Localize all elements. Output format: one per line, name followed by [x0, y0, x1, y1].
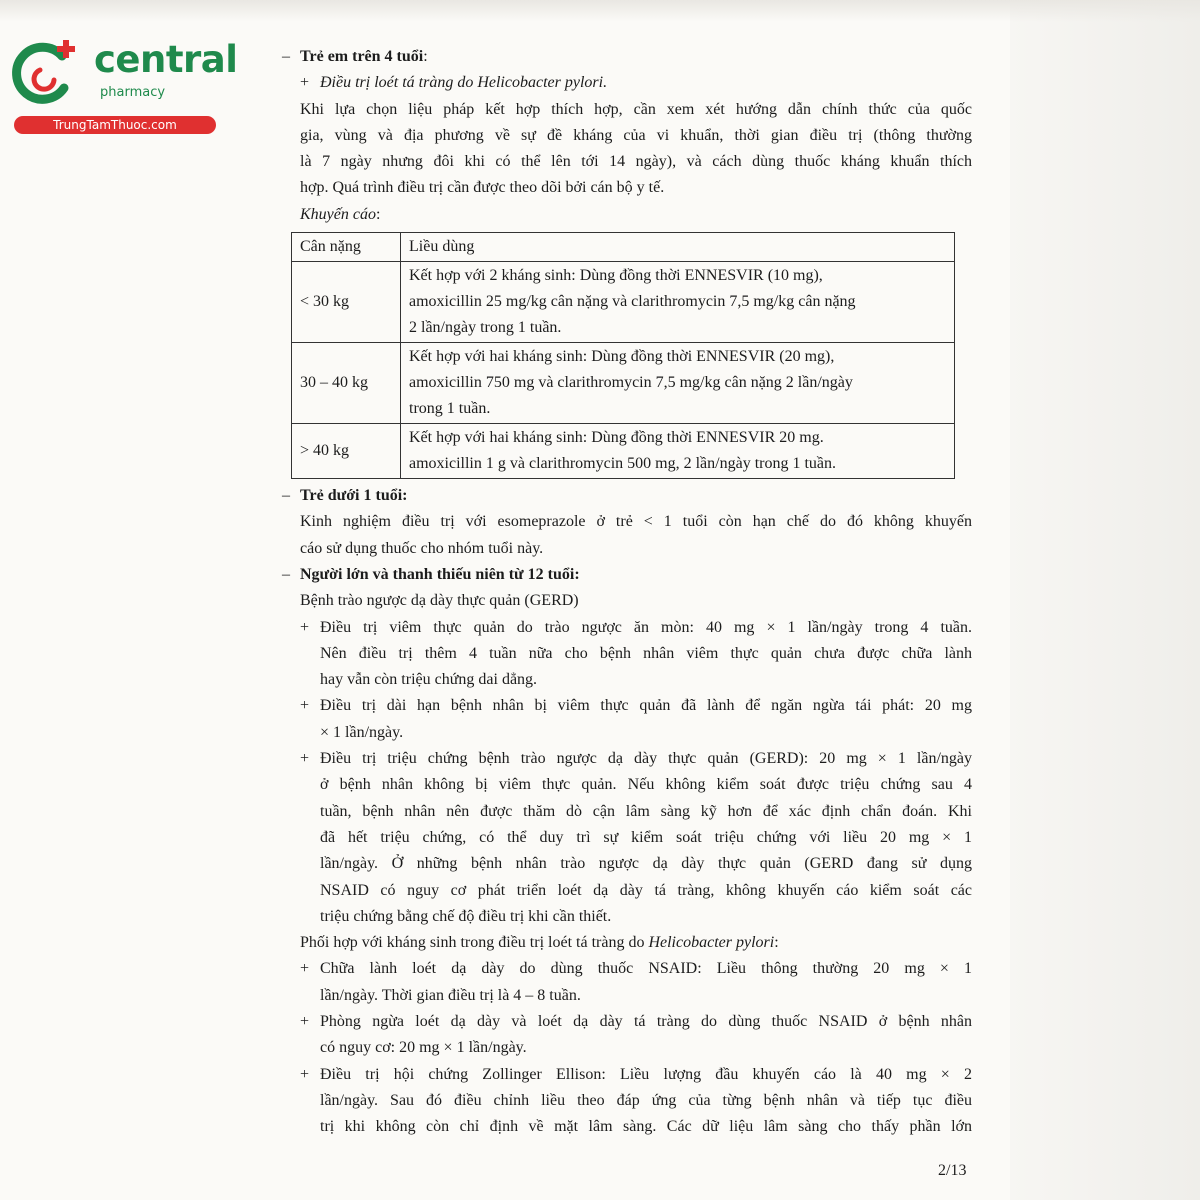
plus-bullet: +	[300, 618, 310, 636]
children-subheading-line	[270, 70, 972, 96]
section-heading: Trẻ em trên 4 tuổi	[300, 48, 424, 65]
dose-line: Kết hợp với hai kháng sinh: Dùng đồng thời ENNESVIR 20 mg.	[409, 429, 824, 447]
dose-line: amoxicillin 750 mg và clarithromycin 7,5 mg/kg cân nặng 2 lần/ngày	[409, 374, 853, 392]
list-item-line: triệu chứng bằng chế độ điều trị khi cần thiết.	[320, 907, 612, 925]
central-pharmacy-logo[interactable]	[10, 36, 238, 136]
paragraph-line: cáo sử dụng thuốc cho nhóm tuổi này.	[300, 539, 544, 557]
list-item-line: + Phòng ngừa loét dạ dày và loét dạ dày tá tràng do dùng thuốc NSAID ở bệnh nhân	[270, 1009, 972, 1035]
page-number: 2/13	[938, 1162, 967, 1179]
paragraph-line: hợp. Quá trình điều trị cần được theo dõi bởi cán bộ y tế.	[300, 179, 665, 197]
children-heading-line: – Trẻ em trên 4 tuổi:	[270, 44, 972, 70]
list-item-line: trị khi không còn chỉ định về mặt lâm sàng. Các dữ liệu lâm sàng cho thấy phần lớn	[320, 1118, 972, 1136]
logo-website-badge[interactable]: TrungTamThuoc.com	[14, 116, 216, 134]
dose-line: amoxicillin 1 g và clarithromycin 500 mg, 2 lần/ngày trong 1 tuần.	[409, 455, 837, 473]
table-cell-weight: > 40 kg	[292, 424, 401, 479]
recommend-label: Khuyến cáo	[300, 205, 376, 223]
dash-bullet: –	[282, 565, 290, 583]
dose-line: Kết hợp với hai kháng sinh: Dùng đồng thời ENNESVIR (20 mg),	[409, 348, 835, 366]
section-heading: Trẻ dưới 1 tuổi	[300, 487, 403, 505]
table-row	[292, 262, 955, 343]
dosage-table	[291, 232, 955, 479]
list-item-line: NSAID có nguy cơ phát triển loét dạ dày tá tràng, không khuyến cáo kiểm soát các	[320, 881, 972, 899]
dose-line: Kết hợp với 2 kháng sinh: Dùng đồng thời ENNESVIR (10 mg),	[409, 267, 823, 285]
paragraph-line: Khi lựa chọn liệu pháp kết hợp thích hợp, cần xem xét hướng dẫn chính thức của quốc	[300, 100, 972, 118]
dash-bullet: –	[282, 48, 290, 65]
scan-top-shadow	[0, 0, 1200, 22]
plus-bullet: +	[300, 1065, 310, 1083]
logo-subtitle: pharmacy	[100, 85, 166, 100]
plus-bullet: +	[300, 697, 310, 715]
table-header-row	[292, 233, 955, 262]
list-item-line: tuần, bệnh nhân nên được thăm dò cận lâm sàng kỹ hơn để xác định chẩn đoán. Khi	[320, 802, 972, 820]
list-item-line: có nguy cơ: 20 mg × 1 lần/ngày.	[320, 1039, 527, 1057]
gerd-title: Bệnh trào ngược dạ dày thực quản (GERD)	[300, 592, 579, 610]
dose-line: amoxicillin 25 mg/kg cân nặng và clarithromycin 7,5 mg/kg cân nặng	[409, 293, 856, 311]
logo-brand-name: central	[94, 38, 238, 81]
list-item-line: × 1 lần/ngày.	[320, 723, 404, 741]
dash-bullet: –	[282, 487, 290, 505]
table-header-weight: Cân nặng	[292, 233, 401, 262]
adults-heading-line: – Người lớn và thanh thiếu niên từ 12 tuổi:	[270, 562, 972, 588]
list-item-line: + Điều trị hội chứng Zollinger Ellison: Liều lượng đầu khuyến cáo là 40 mg × 2	[270, 1062, 972, 1088]
section-heading: Người lớn và thanh thiếu niên từ 12 tuổi	[300, 565, 575, 583]
page-edge-shadow	[1010, 0, 1200, 1200]
table-cell-dose	[401, 343, 955, 424]
dose-line: trong 1 tuần.	[409, 400, 491, 418]
list-item-line: đã hết triệu chứng, có thể duy trì sự kiểm soát triệu chứng với liều 20 mg × 1	[320, 828, 972, 846]
list-item-line: lần/ngày. Sau đó điều chỉnh liều theo đáp ứng của từng bệnh nhân và tiếp tục điều	[320, 1091, 972, 1109]
subheading: Điều trị loét tá tràng do Helicobacter pylori.	[320, 74, 608, 92]
list-item-line: lần/ngày. Thời gian điều trị là 4 – 8 tuần.	[320, 986, 581, 1004]
table-cell-dose	[401, 262, 955, 343]
list-item-line: lần/ngày. Ở những bệnh nhân trào ngược dạ dày thực quản (GERD đang sử dụng	[320, 855, 972, 873]
plus-bullet: +	[300, 1013, 310, 1031]
list-item-line: + Điều trị dài hạn bệnh nhân bị viêm thực quản đã lành để ngăn ngừa tái phát: 20 mg	[270, 693, 972, 719]
plus-bullet: +	[300, 74, 310, 92]
list-item-line: + Điều trị triệu chứng bệnh trào ngược dạ dày thực quản (GERD): 20 mg × 1 lần/ngày	[270, 746, 972, 772]
table-header-dose: Liều dùng	[401, 233, 955, 262]
plus-bullet: +	[300, 750, 310, 768]
table-row	[292, 343, 955, 424]
recommend-label-line: Khuyến cáo:	[300, 205, 381, 223]
table-cell-dose	[401, 424, 955, 479]
list-item-line: + Chữa lành loét dạ dày do dùng thuốc NSAID: Liều thông thường 20 mg × 1	[270, 956, 972, 982]
logo-c-cross-icon	[10, 36, 82, 108]
list-item-line: + Điều trị viêm thực quản do trào ngược ăn mòn: 40 mg × 1 lần/ngày trong 4 tuần.	[270, 615, 972, 641]
dose-line: 2 lần/ngày trong 1 tuần.	[409, 319, 562, 337]
paragraph-line: là 7 ngày nhưng đôi khi có thể lên tới 14 ngày), và cách dùng thuốc kháng khuẩn thích	[300, 153, 972, 171]
list-item-line: ở bệnh nhân không bị viêm thực quản. Nếu không kiểm soát được triệu chứng sau 4	[320, 776, 972, 794]
document-body	[270, 44, 972, 1141]
plus-bullet: +	[300, 960, 310, 978]
list-item-line: hay vẫn còn triệu chứng dai dẳng.	[320, 671, 538, 689]
table-cell-weight: 30 – 40 kg	[292, 343, 401, 424]
list-item-line: Nên điều trị thêm 4 tuần nữa cho bệnh nhân viêm thực quản chưa được chữa lành	[320, 644, 972, 662]
table-cell-weight: < 30 kg	[292, 262, 401, 343]
infants-heading-line: – Trẻ dưới 1 tuổi:	[270, 483, 972, 509]
paragraph-line: Kinh nghiệm điều trị với esomeprazole ở trẻ < 1 tuổi còn hạn chế do đó không khuyến	[300, 513, 972, 531]
table-row	[292, 424, 955, 479]
paragraph-line: gia, vùng và địa phương về sự đề kháng của vi khuẩn, thời gian điều trị (thông thường	[300, 126, 972, 144]
combo-title: Phối hợp với kháng sinh trong điều trị loét tá tràng do Helicobacter pylori:	[300, 934, 779, 952]
